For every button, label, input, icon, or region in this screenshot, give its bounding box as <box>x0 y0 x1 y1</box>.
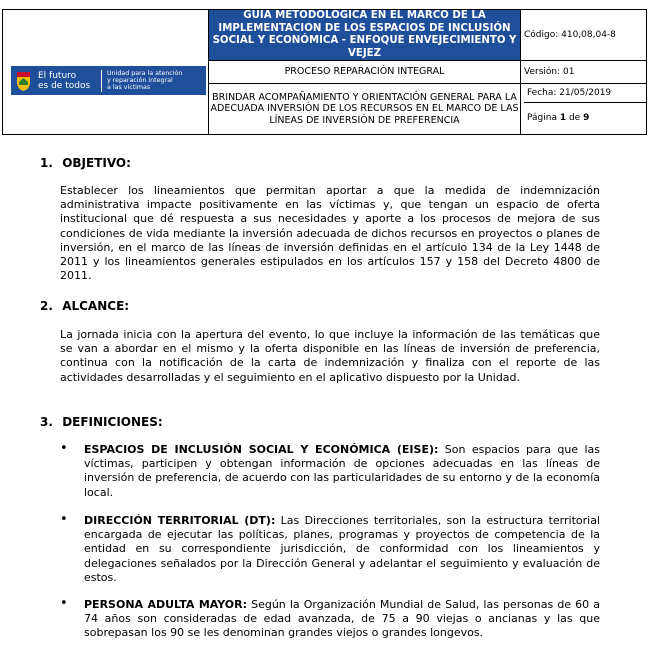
process-name: PROCESO REPARACIÓN INTEGRAL <box>209 61 521 83</box>
bullet-icon: • <box>60 441 68 456</box>
definition-item <box>60 514 600 585</box>
definition-text: Son espacios para que las víctimas, participen y obtengan información de opciones adecuadas en las líneas de inversión de preferencia, de acuerdo con las particularidades de su entorno y de la economía local. <box>84 443 600 499</box>
section-objective-heading: 1. OBJETIVO: <box>40 156 131 170</box>
brand-banner <box>11 66 206 95</box>
page-indicator: Página 1 de 9 <box>527 112 590 123</box>
document-header <box>2 9 647 135</box>
definition-item <box>60 598 600 641</box>
bullet-icon: • <box>60 512 68 527</box>
bullet-icon: • <box>60 596 68 611</box>
page-current: 1 <box>559 112 567 123</box>
section-scope-text: La jornada inicia con la apertura del evento, lo que incluye la información de las temáticas que se van a abordar en el mismo y la oferta disponible en las líneas de inversión de preferencia, continua con la notificación de la carta de indemnización y finaliza con el reporte de las actividades desarrolladas y el seguimiento en el aplicativo dispuesto por la Unidad. <box>60 328 600 384</box>
brand-tagline: El futuro es de todos <box>38 70 91 91</box>
agency-name: Unidad para la atención y reparación integral a las víctimas <box>107 70 183 91</box>
document-version: Versión: 01 <box>521 61 647 83</box>
definition-term: DIRECCIÓN TERRITORIAL (DT): <box>84 514 276 527</box>
definition-text: Las Direcciones territoriales, son la estructura territorial encargada de ejecutar las políticas, planes, programas y proyectos de competencia de la entidad en su correspondiente jurisdicción, de conformidad con los lineamientos y delegaciones señalados por la Dirección General y adelantar el seguimiento y evaluación de estos. <box>84 514 600 584</box>
page-total: 9 <box>583 112 590 123</box>
definition-term: ESPACIOS DE INCLUSIÓN SOCIAL Y ECONÓMICA (EISE): <box>84 443 439 456</box>
definition-term: PERSONA ADULTA MAYOR: <box>84 598 248 611</box>
document-date: Fecha: 21/05/2019 <box>524 84 646 103</box>
document-code: Código: 410,08,04-8 <box>521 10 647 61</box>
document-title: GUIA METODOLÓGICA EN EL MARCO DE LA IMPLEMENTACION DE LOS ESPACIOS DE INCLUSIÓN SOCIAL Y ECONÓMICA - ENFOQUE ENVEJECIMIENTO Y VEJEZ <box>209 10 521 61</box>
section-objective-text: Establecer los lineamientos que permitan aportar a que la medida de indemnización administrativa impacte positivamente en las víctimas y, que tengan un espacio de oferta institucional que dé respuesta a sus necesidades y aporte a los procesos de mejora de sus condiciones de vida mediante la inversión adecuada de dichos recursos en proyectos o planes de inversión, en el marco de las líneas de inversión definidas en el artículo 134 de la Ley 1448 de 2011 y los lineamientos generales estipulados en los artículos 157 y 158 del Decreto 4800 de 2011. <box>60 184 600 283</box>
brand-divider <box>101 70 102 92</box>
definition-text: Según la Organización Mundial de Salud, las personas de 60 a 74 años son consideradas de edad avanzada, de 75 a 90 viejas o ancianas y las que sobrepasan los 90 se les denominan grandes viejos o grandes longevos. <box>84 598 600 640</box>
logo-cell <box>3 10 209 135</box>
colombia-shield-icon <box>15 70 32 92</box>
definition-item <box>60 443 600 500</box>
document-purpose: BRINDAR ACOMPAÑAMIENTO Y ORIENTACIÓN GENERAL PARA LA ADECUADA INVERSIÓN DE LOS RECURSOS EN EL MARCO DE LAS LÍNEAS DE INVERSIÓN DE PREFERENCIA <box>209 83 521 134</box>
section-definitions-heading: 3. DEFINICIONES: <box>40 415 163 429</box>
date-page-cell <box>521 83 647 134</box>
section-scope-heading: 2. ALCANCE: <box>40 299 130 313</box>
